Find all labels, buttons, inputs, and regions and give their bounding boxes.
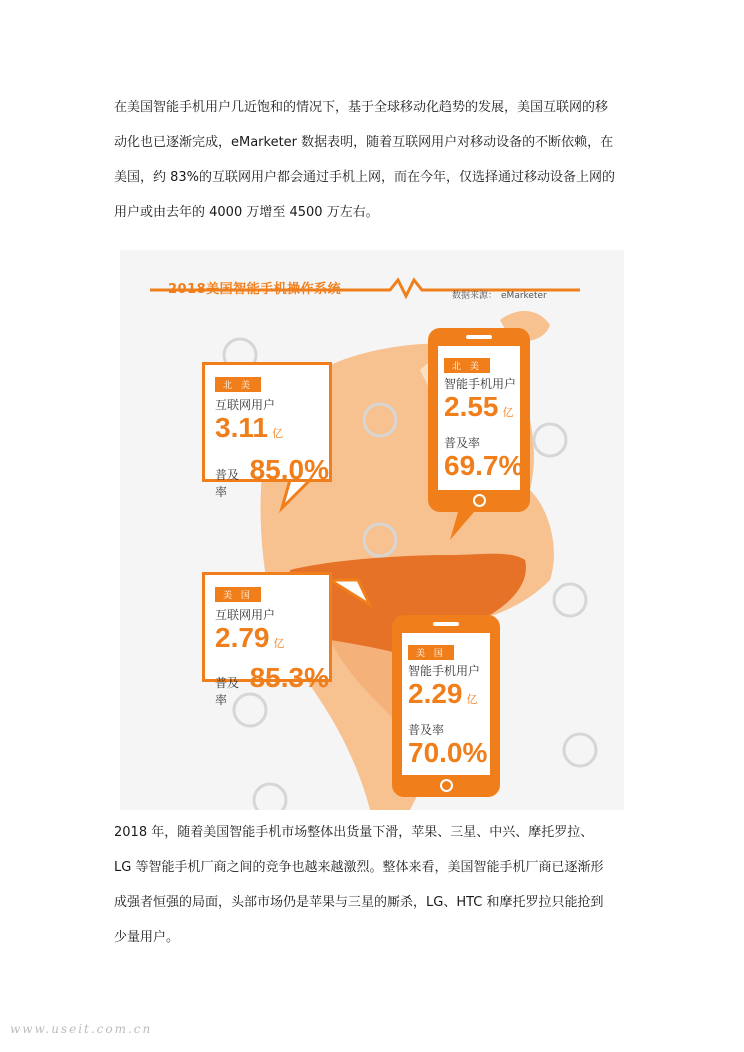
rate-label: 普及率 (408, 723, 445, 737)
market-paragraph (114, 815, 634, 955)
rate-value: 69.7% (444, 450, 524, 481)
footer-watermark-url: www.useit.com.cn (10, 1022, 153, 1036)
intro-paragraph (114, 90, 634, 230)
paragraph-line: 在美国智能手机用户几近饱和的情况下，基于全球移动化趋势的发展，美国互联网的移 (114, 100, 609, 115)
region-badge: 美 国 (215, 587, 261, 602)
infographic-title: 2018美国智能手机操作系统 (168, 282, 342, 297)
rate-label: 普及率 (215, 676, 240, 707)
data-source-value: eMarketer (501, 291, 547, 301)
na-smartphone-phone (428, 328, 530, 512)
paragraph-line: 动化也已逐渐完成，eMarketer 数据表明，随着互联网用户对移动设备的不断依赖，在 (114, 135, 614, 150)
paragraph-line: LG 等智能手机厂商之间的竞争也越来越激烈。整体来看，美国智能手机厂商已逐渐形 (114, 860, 604, 875)
data-source-label: 数据来源： (452, 291, 498, 301)
internet-users-value: 3.11 亿 (215, 412, 283, 443)
smartphone-users-label: 智能手机用户 (444, 377, 517, 391)
smartphone-users-label: 智能手机用户 (408, 664, 481, 678)
rate-value: 85.0% (249, 454, 329, 485)
region-badge: 北 美 (215, 377, 261, 392)
smartphone-users-value: 2.55 亿 (444, 391, 514, 422)
data-source (452, 288, 547, 301)
rate-label: 普及率 (444, 436, 481, 450)
phone-screen (438, 346, 524, 490)
internet-users-label: 互联网用户 (215, 398, 276, 412)
rate-row (215, 663, 329, 708)
rate-value: 85.3% (249, 662, 329, 693)
smartphone-infographic (120, 250, 624, 810)
rate-label: 普及率 (215, 468, 240, 499)
region-badge: 美 国 (408, 645, 454, 660)
region-badge: 北 美 (444, 358, 490, 373)
paragraph-line: 用户或由去年的 4000 万增至 4500 万左右。 (114, 205, 379, 220)
paragraph-line: 2018 年，随着美国智能手机市场整体出货量下滑，苹果、三星、中兴、摩托罗拉、 (114, 825, 594, 840)
phone-content (438, 346, 523, 481)
phone-screen (402, 633, 490, 775)
phone-speaker (433, 622, 459, 626)
phone-content (402, 633, 487, 768)
internet-users-value: 2.79 亿 (215, 622, 285, 653)
us-internet-callout (202, 572, 332, 707)
paragraph-line: 成强者恒强的局面，头部市场仍是苹果与三星的厮杀，LG、HTC 和摩托罗拉只能抢到 (114, 895, 604, 910)
na-internet-callout (202, 362, 332, 499)
north-america-map (120, 250, 624, 810)
phone-speaker (466, 335, 492, 339)
phone-home-button (473, 494, 486, 507)
phone-home-button (440, 779, 453, 792)
rate-value: 70.0% (408, 737, 488, 768)
rate-row (215, 455, 329, 500)
us-smartphone-phone (392, 615, 500, 797)
paragraph-line: 少量用户。 (114, 930, 180, 945)
internet-users-label: 互联网用户 (215, 608, 276, 622)
paragraph-line: 美国，约 83%的互联网用户都会通过手机上网，而在今年，仅选择通过移动设备上网的 (114, 170, 616, 185)
smartphone-users-value: 2.29 亿 (408, 678, 478, 709)
